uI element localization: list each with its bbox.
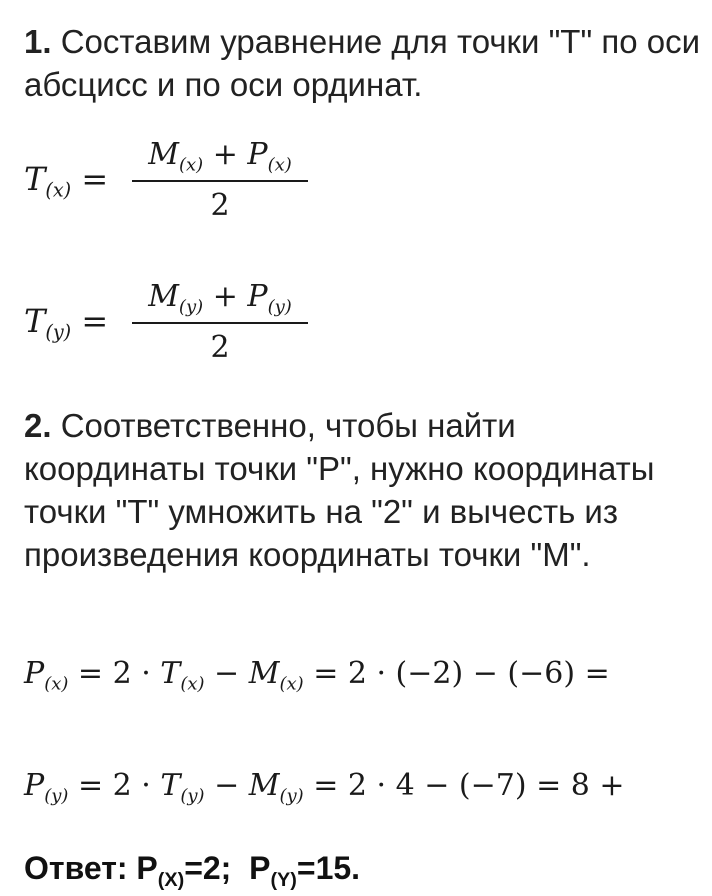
answer-line: Ответ: $P_{(X)}=2$; $P_{(Y)}=15$. xyxy=(24,850,361,891)
formula-2-lhs: $T_{(y)}$ = xyxy=(24,302,109,344)
step-2-body: Соответственно, чтобы найти координаты точки "Р", нужно координаты точки "Т" умножить на "2" и вычесть из произведения координаты точки "М". xyxy=(24,407,655,573)
formula-2-fraction xyxy=(132,276,308,368)
formula-1-denominator: 2 xyxy=(210,188,230,223)
answer-label: Ответ: xyxy=(24,850,137,886)
formula-4: $P_{(y)} = 2 \cdot T_{(y)} - M_{(y)} = 2 \cdot 4 - (-7) = 8$ + xyxy=(24,768,625,807)
formula-2-fraction-bar xyxy=(132,322,308,324)
formula-1-numerator: $M_{(x)} + P_{(x)}$ xyxy=(148,137,292,176)
formula-1-lhs: $T_{(x)}$ = xyxy=(24,160,109,202)
formula-1-fraction-bar xyxy=(132,180,308,182)
formula-3: $P_{(x)} = 2 \cdot T_{(x)} - M_{(x)} = 2 \cdot (-2) - (-6)$ = xyxy=(24,656,610,695)
formula-1-fraction xyxy=(132,134,308,226)
formula-2-numerator: $M_{(y)} + P_{(y)}$ xyxy=(148,279,292,318)
step-1-body: Составим уравнение для точки "Т" по оси абсцисс и по оси ординат. xyxy=(24,23,701,103)
step-1-number: 1. xyxy=(24,23,52,60)
step-2-text xyxy=(24,404,704,576)
step-2-number: 2. xyxy=(24,407,52,444)
step-1-text xyxy=(24,20,704,106)
formula-2-denominator: 2 xyxy=(210,330,230,365)
